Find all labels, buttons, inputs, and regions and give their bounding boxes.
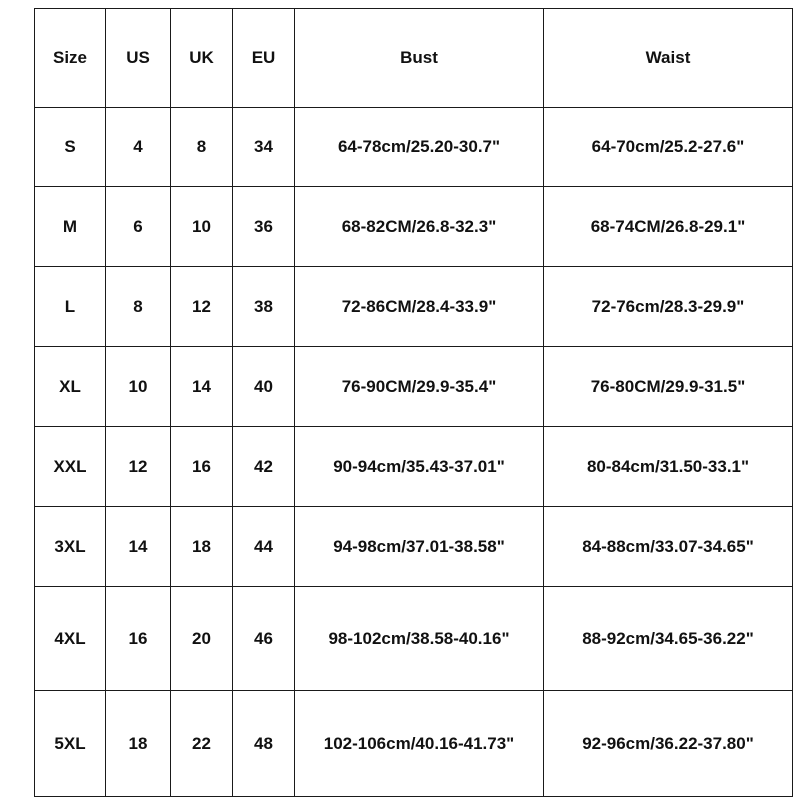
cell-bust: 72-86CM/28.4-33.9" (295, 267, 544, 347)
cell-us: 6 (106, 187, 171, 267)
table-row (35, 187, 793, 267)
cell-us: 10 (106, 347, 171, 427)
cell-bust: 76-90CM/29.9-35.4" (295, 347, 544, 427)
cell-size: 4XL (35, 587, 106, 691)
cell-us: 8 (106, 267, 171, 347)
cell-eu: 38 (233, 267, 295, 347)
table-row (35, 108, 793, 187)
cell-eu: 36 (233, 187, 295, 267)
cell-eu: 40 (233, 347, 295, 427)
table-header-row (35, 9, 793, 108)
cell-us: 4 (106, 108, 171, 187)
cell-waist: 68-74CM/26.8-29.1" (544, 187, 793, 267)
cell-size: XL (35, 347, 106, 427)
cell-bust: 68-82CM/26.8-32.3" (295, 187, 544, 267)
table-row (35, 347, 793, 427)
cell-size: L (35, 267, 106, 347)
cell-uk: 14 (171, 347, 233, 427)
cell-uk: 8 (171, 108, 233, 187)
cell-waist: 88-92cm/34.65-36.22" (544, 587, 793, 691)
cell-waist: 84-88cm/33.07-34.65" (544, 507, 793, 587)
cell-uk: 20 (171, 587, 233, 691)
cell-uk: 16 (171, 427, 233, 507)
cell-size: 3XL (35, 507, 106, 587)
cell-size: M (35, 187, 106, 267)
header-us: US (106, 9, 171, 108)
header-size: Size (35, 9, 106, 108)
cell-bust: 94-98cm/37.01-38.58" (295, 507, 544, 587)
cell-waist: 64-70cm/25.2-27.6" (544, 108, 793, 187)
cell-waist: 92-96cm/36.22-37.80" (544, 691, 793, 797)
header-waist: Waist (544, 9, 793, 108)
cell-bust: 102-106cm/40.16-41.73" (295, 691, 544, 797)
cell-us: 18 (106, 691, 171, 797)
table-row (35, 691, 793, 797)
cell-bust: 64-78cm/25.20-30.7" (295, 108, 544, 187)
header-eu: EU (233, 9, 295, 108)
cell-uk: 12 (171, 267, 233, 347)
cell-bust: 90-94cm/35.43-37.01" (295, 427, 544, 507)
cell-size: XXL (35, 427, 106, 507)
cell-eu: 48 (233, 691, 295, 797)
table-row (35, 587, 793, 691)
cell-eu: 42 (233, 427, 295, 507)
cell-eu: 34 (233, 108, 295, 187)
header-uk: UK (171, 9, 233, 108)
table-row (35, 507, 793, 587)
cell-us: 14 (106, 507, 171, 587)
cell-waist: 72-76cm/28.3-29.9" (544, 267, 793, 347)
cell-us: 16 (106, 587, 171, 691)
cell-waist: 76-80CM/29.9-31.5" (544, 347, 793, 427)
cell-size: S (35, 108, 106, 187)
cell-us: 12 (106, 427, 171, 507)
cell-eu: 46 (233, 587, 295, 691)
table-row (35, 267, 793, 347)
cell-size: 5XL (35, 691, 106, 797)
table-row (35, 427, 793, 507)
header-bust: Bust (295, 9, 544, 108)
cell-uk: 22 (171, 691, 233, 797)
cell-waist: 80-84cm/31.50-33.1" (544, 427, 793, 507)
cell-bust: 98-102cm/38.58-40.16" (295, 587, 544, 691)
cell-eu: 44 (233, 507, 295, 587)
cell-uk: 10 (171, 187, 233, 267)
size-chart-table (34, 8, 793, 797)
cell-uk: 18 (171, 507, 233, 587)
